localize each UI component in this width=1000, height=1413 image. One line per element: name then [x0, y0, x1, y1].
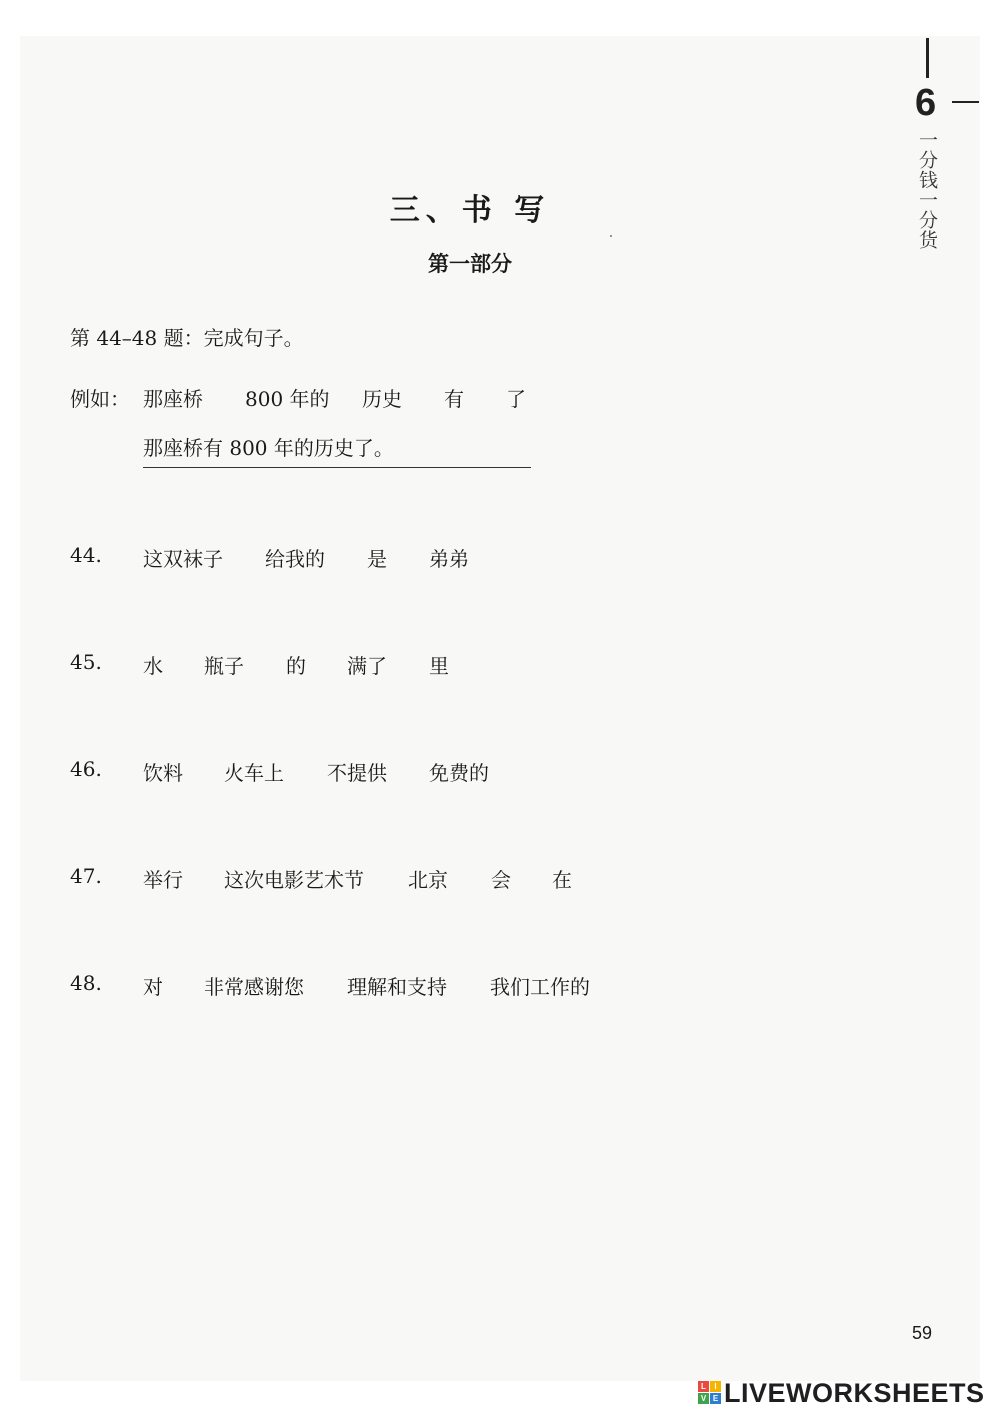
logo-cell: V: [698, 1393, 709, 1404]
word-chip[interactable]: 不提供: [327, 761, 387, 785]
instruction-text: 第 44–48 题：完成句子。: [70, 326, 304, 350]
word-chip[interactable]: 满了: [347, 654, 387, 678]
word-chip[interactable]: 的: [286, 654, 306, 678]
example-answer: 那座桥有 800 年的历史了。: [143, 432, 531, 468]
section-title: 三、书 写: [389, 193, 551, 228]
logo-cell: L: [698, 1381, 709, 1392]
word-chip[interactable]: 我们工作的: [490, 975, 590, 999]
word-chip: 那座桥: [143, 387, 203, 411]
word-chip[interactable]: 饮料: [143, 761, 183, 785]
question-number: 47.: [70, 864, 102, 888]
word-chip[interactable]: 对: [143, 975, 163, 999]
word-chip[interactable]: 北京: [408, 868, 448, 892]
logo-cell: E: [710, 1393, 721, 1404]
word-chip[interactable]: 里: [429, 654, 449, 678]
word-chip: 800 年的: [245, 387, 330, 411]
word-chip[interactable]: 会: [491, 868, 511, 892]
word-chip: 有: [444, 387, 464, 411]
word-chip: 了: [506, 387, 526, 411]
word-chip: 历史: [362, 387, 402, 411]
chapter-number: 6: [915, 82, 937, 124]
chapter-title: 一分钱一分货: [916, 130, 938, 250]
word-chip[interactable]: 免费的: [429, 761, 489, 785]
question-number: 48.: [70, 971, 102, 995]
question-number: 45.: [70, 650, 102, 674]
example-label: 例如：: [70, 387, 130, 411]
scan-dot: [610, 235, 612, 237]
word-chip[interactable]: 理解和支持: [347, 975, 447, 999]
word-chip[interactable]: 是: [367, 547, 387, 571]
page-number: 59: [912, 1323, 933, 1343]
question-number: 46.: [70, 757, 102, 781]
chapter-marker-dash: [952, 101, 979, 103]
word-chip[interactable]: 水: [143, 654, 163, 678]
worksheet-page: [20, 36, 980, 1381]
part-title: 第一部分: [428, 251, 512, 276]
word-chip[interactable]: 瓶子: [204, 654, 244, 678]
word-chip[interactable]: 这双袜子: [143, 547, 223, 571]
liveworksheets-wordmark: LIVEWORKSHEETS: [724, 1378, 985, 1408]
word-chip[interactable]: 这次电影艺术节: [224, 868, 364, 892]
word-chip[interactable]: 在: [552, 868, 572, 892]
word-chip[interactable]: 给我的: [265, 547, 325, 571]
word-chip[interactable]: 非常感谢您: [204, 975, 304, 999]
word-chip[interactable]: 举行: [143, 868, 183, 892]
word-chip[interactable]: 弟弟: [429, 547, 469, 571]
chapter-marker-bar: [926, 38, 929, 78]
question-number: 44.: [70, 543, 102, 567]
liveworksheets-logo-icon: [698, 1381, 722, 1405]
word-chip[interactable]: 火车上: [224, 761, 284, 785]
logo-cell: I: [710, 1381, 721, 1392]
